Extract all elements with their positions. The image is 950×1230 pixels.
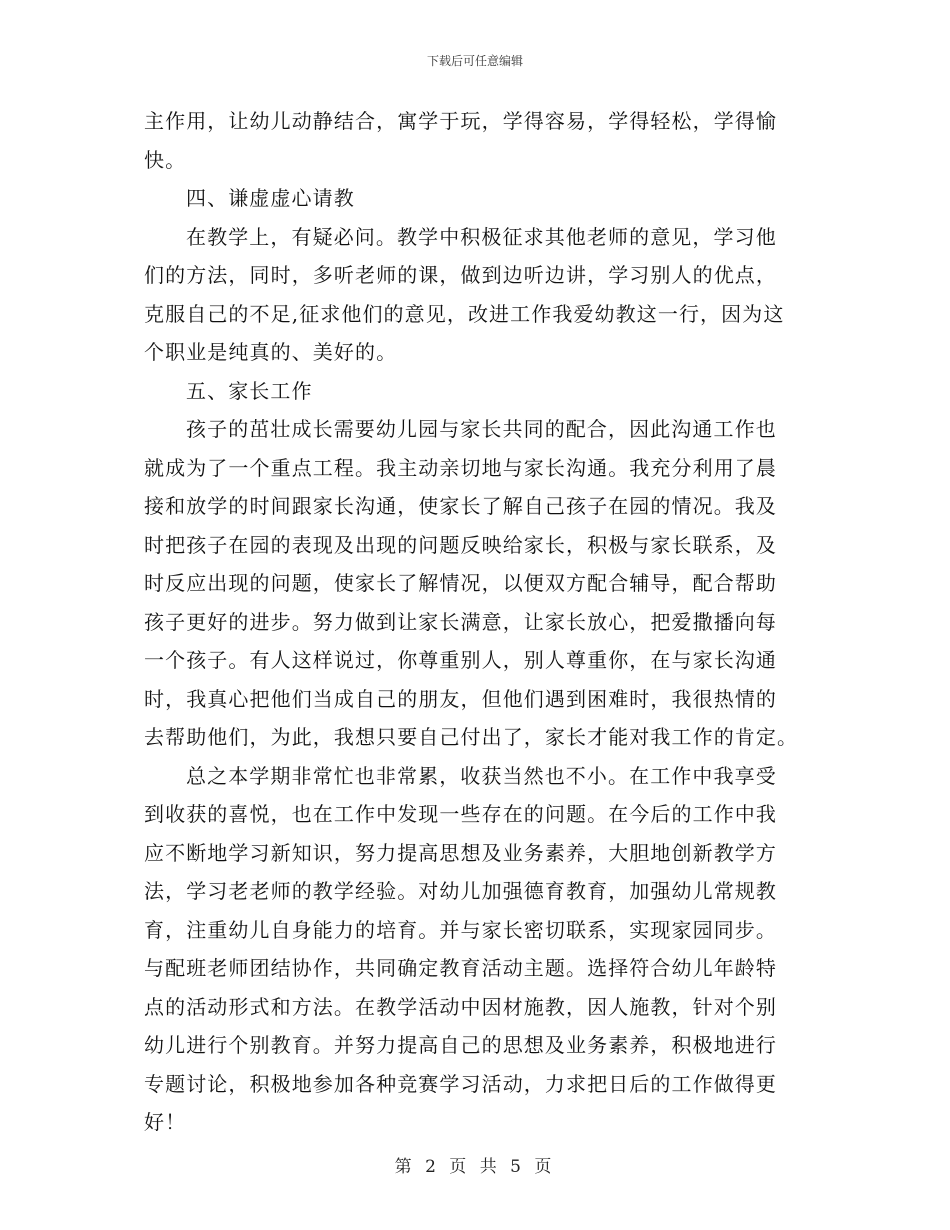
text-line: 接和放学的时间跟家长沟通，使家长了解自己孩子在园的情况。我及 [144,494,777,518]
text-line: 时把孩子在园的表现及出现的问题反映给家长，积极与家长联系，及 [144,532,777,557]
text-line: 四、谦虚虚心请教 [186,186,355,210]
text-line: 孩子的茁壮成长需要幼儿园与家长共同的配合，因此沟通工作也 [186,417,777,441]
text-line: 幼儿进行个别教育。并努力提高自己的思想及业务素养，积极地进行 [144,1033,777,1057]
text-line: 克服自己的不足,征求他们的意见，改进工作我爱幼教这一行，因为这 [144,301,785,326]
text-line: 就成为了一个重点工程。我主动亲切地与家长沟通。我充分利用了晨 [144,455,777,480]
text-line: 主作用，让幼儿动静结合，寓学于玩，学得容易，学得轻松，学得愉 [144,109,777,133]
text-line: 时，我真心把他们当成自己的朋友，但他们遇到困难时，我很热情的 [144,686,777,711]
text-line: 法，学习老老师的教学经验。对幼儿加强德育教育，加强幼儿常规教 [144,879,777,903]
document-body [144,102,814,1142]
text-line: 在教学上，有疑必问。教学中积极征求其他老师的意见，学习他 [186,224,777,249]
text-line: 总之本学期非常忙也非常累，收获当然也不小。在工作中我享受 [186,763,777,788]
text-line: 到收获的喜悦，也在工作中发现一些存在的问题。在今后的工作中我 [144,802,777,826]
text-line: 点的活动形式和方法。在教学活动中因材施教，因人施教，针对个别 [144,994,777,1019]
text-line: 们的方法，同时，多听老师的课，做到边听边讲，学习别人的优点， [144,263,777,287]
text-line: 去帮助他们，为此，我想只要自己付出了，家长才能对我工作的肯定。 [144,725,799,749]
page-number: 第 2 页 共 5 页 [394,1157,556,1177]
text-line: 五、家长工作 [186,378,313,403]
page-header: 下载后可任意编辑 [426,54,523,68]
text-line: 孩子更好的进步。努力做到让家长满意，让家长放心，把爱撒播向每 [144,609,777,634]
text-line: 时反应出现的问题，使家长了解情况，以便双方配合辅导，配合帮助 [144,571,777,595]
text-line: 快。 [144,147,187,172]
text-line: 应不断地学习新知识，努力提高思想及业务素养，大胆地创新教学方 [144,840,777,865]
text-line: 与配班老师团结协作，共同确定教育活动主题。选择符合幼儿年龄特 [144,956,777,980]
text-line: 一个孩子。有人这样说过，你尊重别人，别人尊重你，在与家长沟通 [144,648,777,672]
text-line: 专题讨论，积极地参加各种竞赛学习活动，力求把日后的工作做得更 [144,1071,777,1096]
text-line: 好！ [144,1110,187,1134]
text-line: 育，注重幼儿自身能力的培育。并与家长密切联系，实现家园同步。 [144,917,777,942]
text-line: 个职业是纯真的、美好的。 [144,340,398,364]
